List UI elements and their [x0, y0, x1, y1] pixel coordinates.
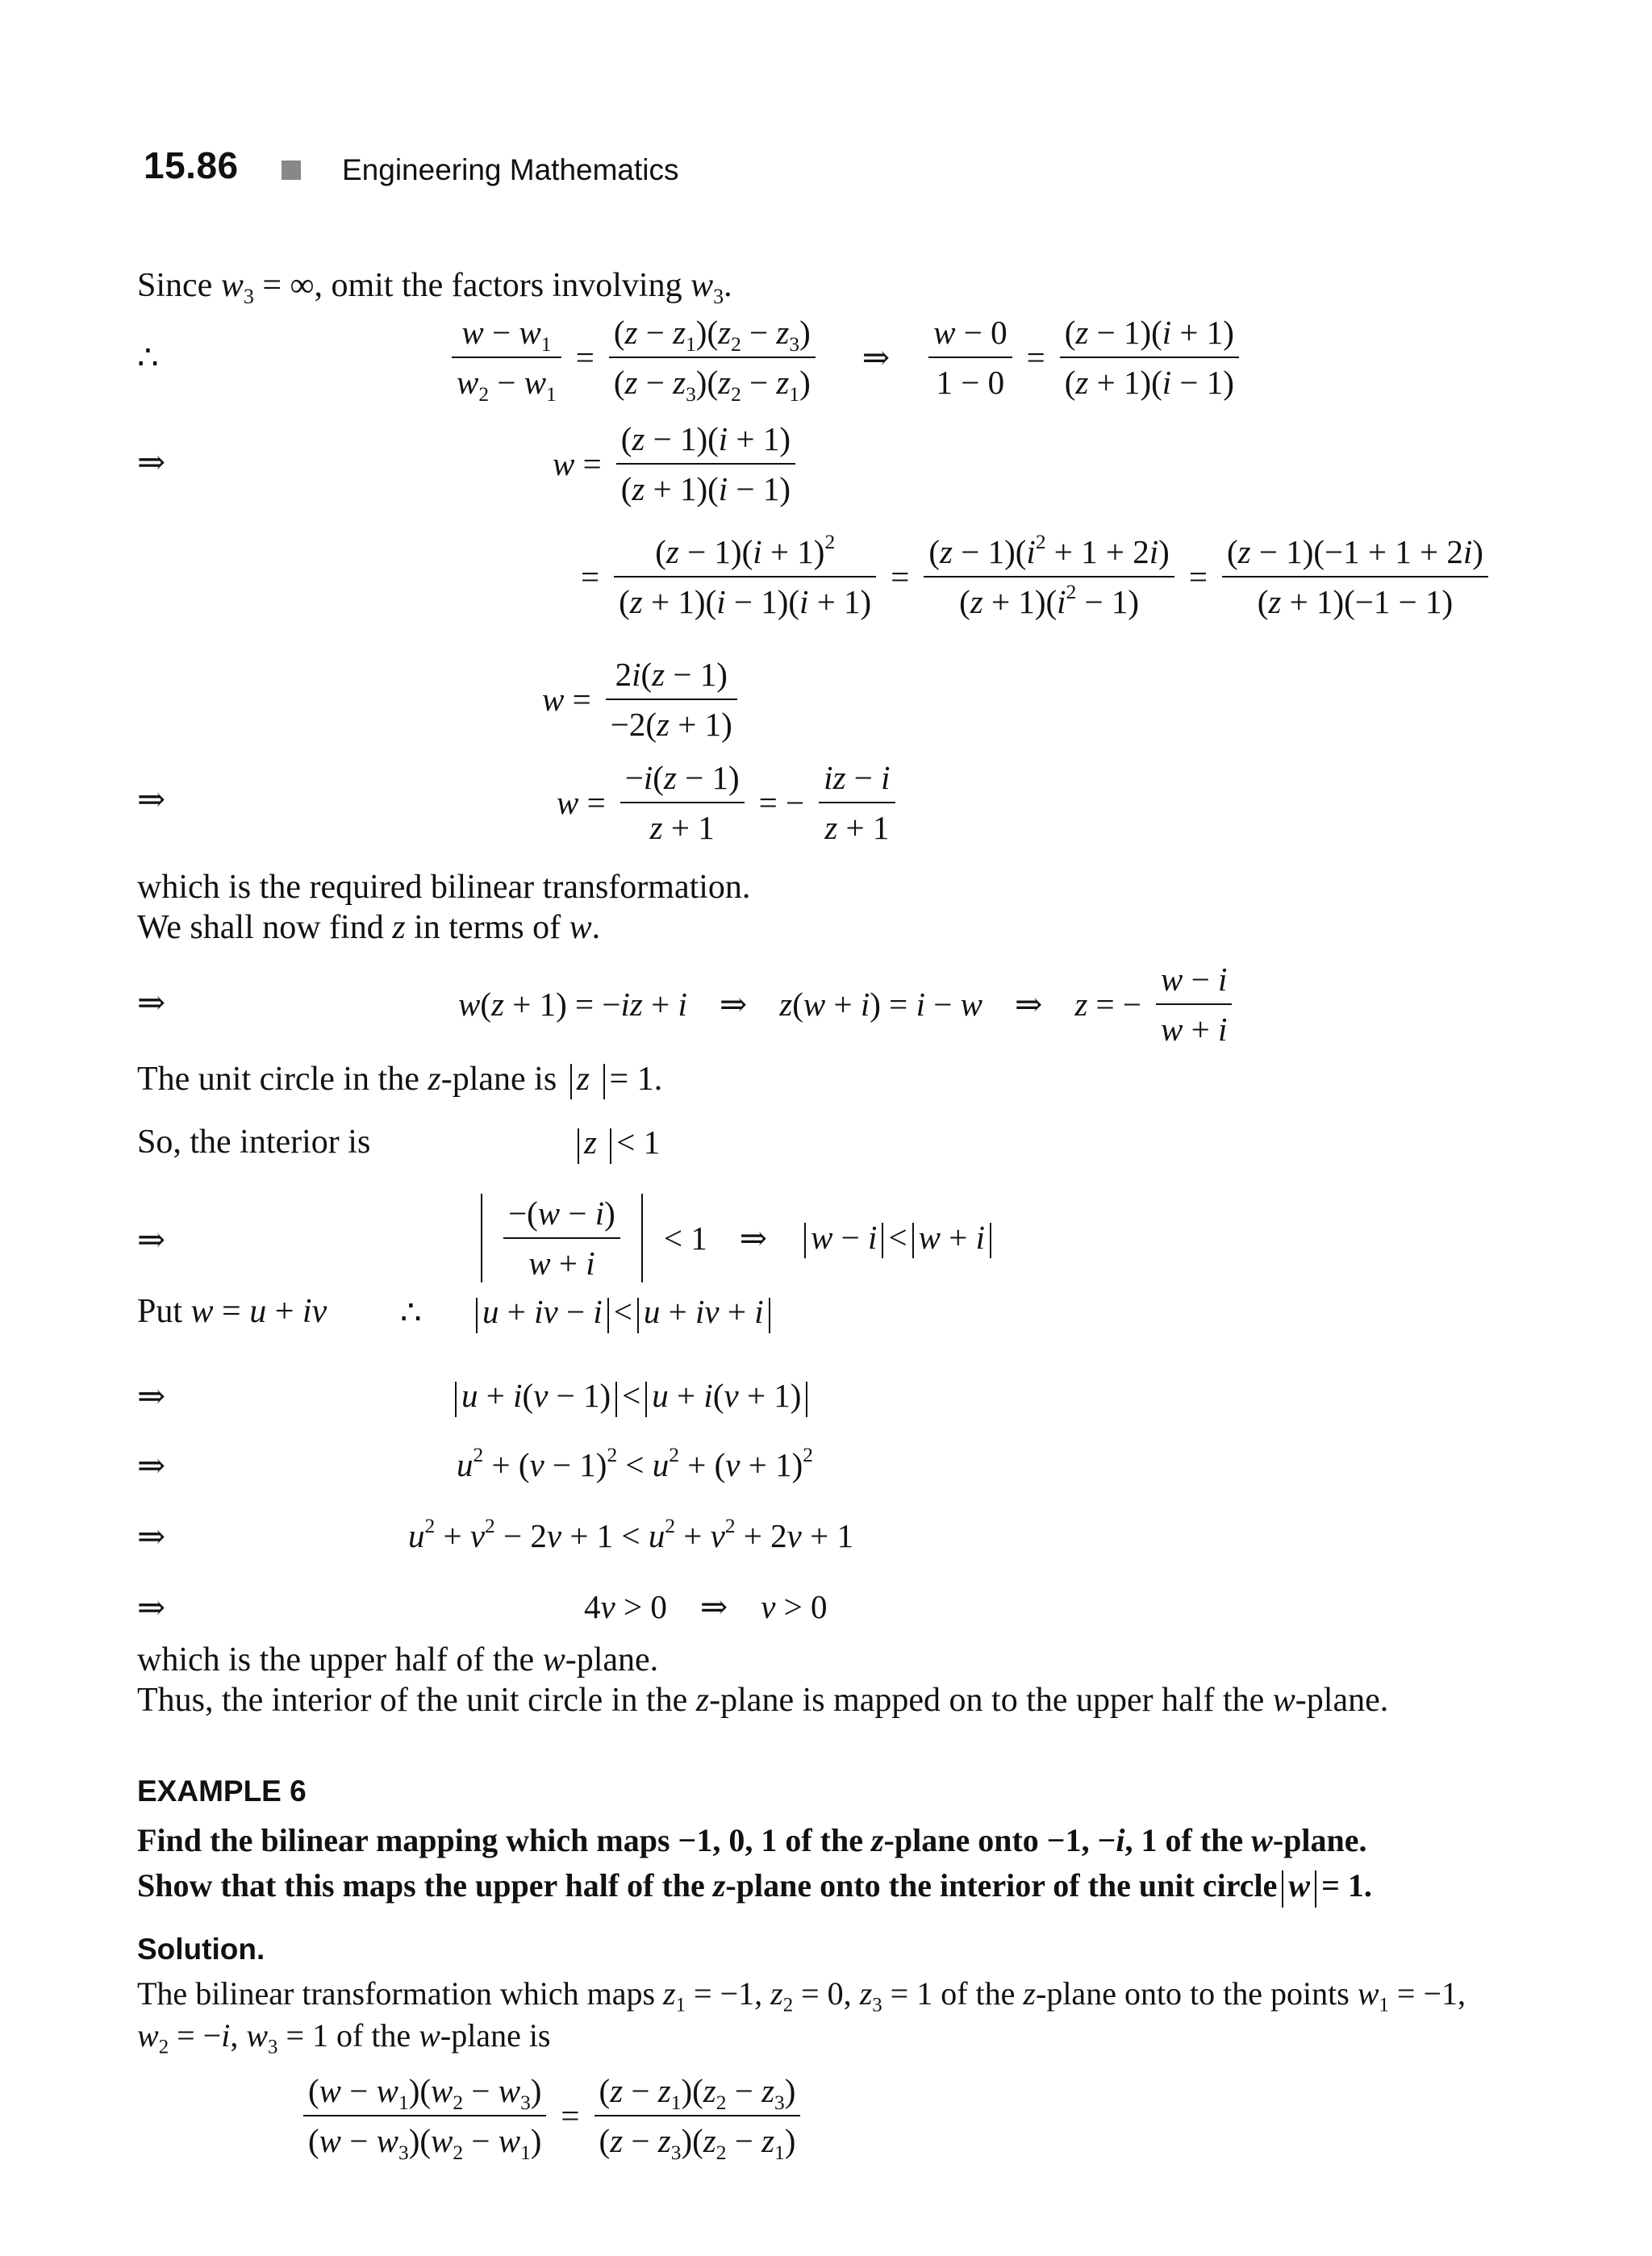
implies-symbol: ⇒ [137, 1378, 166, 1416]
solution-heading: Solution. [137, 1933, 265, 1966]
implies-symbol: ⇒ [137, 1590, 166, 1627]
solution-line2: $w_2 = -i$, $w_3 = 1$ of the w-plane is [137, 2017, 551, 2058]
therefore-symbol: ∴ [400, 1295, 422, 1332]
equation-1: $\frac{w - w_1}{w_2 - w_1}$ = $\frac{(z - z_1)(z_2 - z_3)}{(z - z_3)(z_2 - z_1)}$ ⇒ $\frac{w - 0}{1 - 0}$ = $\frac{(z - 1)(i + 1)}{(z + 1)(i - 1)}$ [452, 313, 1239, 402]
equation-13: 4v > 0 ⇒ v > 0 [584, 1588, 828, 1625]
implies-symbol: ⇒ [137, 1519, 166, 1556]
unit-circle-text: The unit circle in the z-plane is z = 1. [137, 1060, 662, 1099]
upper-half-text: which is the upper half of the w-plane. [137, 1641, 659, 1678]
equation-8: $\frac{-(w - i)}{w + i}$ < 1 ⇒ w − i < w + i [474, 1194, 996, 1282]
implies-symbol: ⇒ [137, 985, 166, 1022]
header-square-icon [282, 161, 301, 180]
equation-3: = $\frac{(z - 1)(i + 1)^2}{(z + 1)(i - 1)(i + 1)}$ = $\frac{(z - 1)(i^2 + 1 + 2i)}{(z + 1)(i^2 - 1)}$ = $\frac{(z - 1)(-1 + 1 + 2i)}{(z + 1)(-1 - 1)}$ [581, 532, 1488, 621]
example-heading: EXAMPLE 6 [137, 1774, 307, 1808]
example-statement-line1: Find the bilinear mapping which maps −1, 0, 1 of the z-plane onto −1, −i, 1 of the w-plane. [137, 1822, 1367, 1858]
therefore-symbol: ∴ [137, 340, 159, 377]
equation-6: w(z + 1) = −iz + i ⇒ z(w + i) = i − w ⇒ z = − $\frac{w - i}{w + i}$ [458, 960, 1232, 1049]
equation-7: z < 1 [573, 1123, 660, 1164]
equation-12: $u^2 + v^2 - 2v + 1 < u^2 + v^2 + 2v + 1$ [408, 1515, 853, 1554]
since-line: Since $w_3$ = ∞, omit the factors involving $w_3$. [137, 267, 732, 309]
page-number: 15.86 [144, 144, 239, 186]
interior-is-text: So, the interior is [137, 1124, 371, 1161]
equation-2: w = $\frac{(z - 1)(i + 1)}{(z + 1)(i - 1)}$ [553, 419, 795, 508]
equation-14: $\frac{(w - w_1)(w_2 - w_3)}{(w - w_3)(w_2 - w_1)}$ = $\frac{(z - z_1)(z_2 - z_3)}{(z - z_3)(z_2 - z_1)}$ [303, 2071, 800, 2160]
equation-9: u + iv − i < u + iv + i [471, 1292, 775, 1333]
equation-5: w = $\frac{-i(z - 1)}{z + 1}$ = − $\frac{iz - i}{z + 1}$ [557, 758, 895, 847]
running-title: Engineering Mathematics [342, 153, 679, 186]
implies-symbol: ⇒ [137, 782, 166, 819]
example-statement-line2: Show that this maps the upper half of the z-plane onto the interior of the unit circle w = 1. [137, 1866, 1372, 1908]
implies-symbol: ⇒ [137, 444, 166, 482]
implies-symbol: ⇒ [137, 1448, 166, 1485]
put-w-text: Put w = u + iv [137, 1293, 327, 1330]
equation-11: $u^2 + (v - 1)^2 < u^2 + (v + 1)^2$ [457, 1444, 813, 1483]
equation-10: u + i(v − 1) < u + i(v + 1) [450, 1376, 812, 1417]
find-z-text: We shall now find z in terms of w. [137, 909, 601, 946]
required-bilinear-text: which is the required bilinear transformation. [137, 869, 751, 906]
implies-symbol: ⇒ [137, 1222, 166, 1259]
equation-4: w = $\frac{2i(z - 1)}{-2(z + 1)}$ [542, 655, 737, 744]
thus-interior-text: Thus, the interior of the unit circle in the z-plane is mapped on to the upper half the w-plane. [137, 1682, 1389, 1719]
solution-line1: The bilinear transformation which maps $z_1 = -1$, $z_2 = 0$, $z_3 = 1$ of the z-plane onto to the points $w_1 = -1$, [137, 1975, 1466, 2016]
